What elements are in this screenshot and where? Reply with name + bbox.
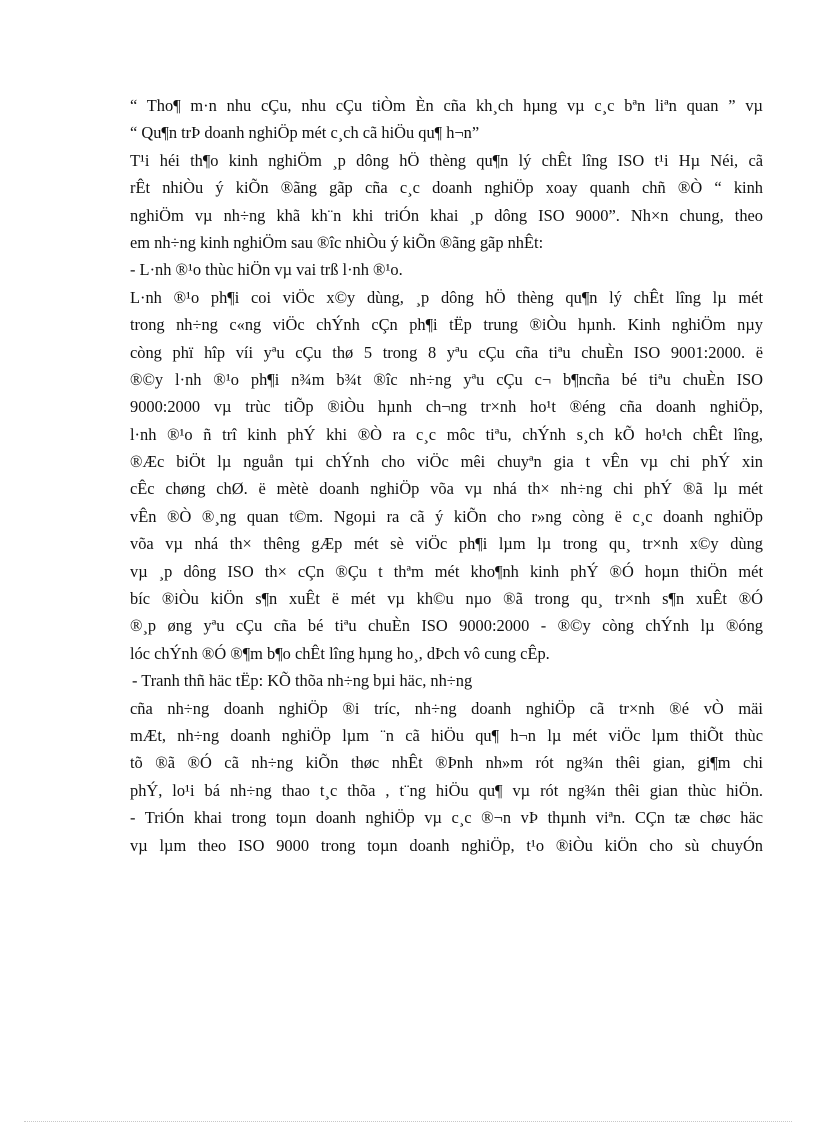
text-line: lóc chÝnh ®Ó ®¶m b¶o chÊt lîng hµng ho¸, dÞch vô cung cÊp.	[130, 643, 550, 663]
text-line: võa vµ nhá th× thêng gÆp mét sè viÖc ph¶i lµm lµ trong qu¸ tr×nh x©y dùng	[130, 534, 763, 554]
text-line: cña nh÷ng doanh nghiÖp ®i tríc, nh÷ng doanh nghiÖp cã tr×nh ®é vÒ mäi	[130, 698, 763, 718]
text-line: nghiÖm vµ nh÷ng khã kh¨n khi triÓn khai ¸p dông ISO 9000”. Nh×n chung, theo	[130, 205, 763, 225]
text-line: phÝ, lo¹i bá nh÷ng thao t¸c thõa , t¨ng hiÖu qu¶ vµ rót ng¾n thêi gian thùc hiÖn.	[130, 780, 763, 800]
text-line: ®©y l·nh ®¹o ph¶i n¾m b¾t ®îc nh÷ng yªu cÇu c¬ b¶ncña bé tiªu chuÈn ISO	[130, 369, 763, 389]
text-line: vÊn ®Ò ®¸ng quan t©m. Ngoµi ra cã ý kiÕn cho r»ng còng ë c¸c doanh nghiÖp	[130, 506, 763, 526]
text-line: ®¸p øng yªu cÇu cña bé tiªu chuÈn ISO 9000:2000 - ®©y còng chÝnh lµ ®óng	[130, 616, 763, 636]
text-line: bíc ®iÒu kiÖn s¶n xuÊt ë mét vµ kh©u nµo ®ã trong qu¸ tr×nh s¶n xuÊt ®Ó	[130, 589, 763, 609]
text-line: - L·nh ®¹o thùc hiÖn vµ vai trß l·nh ®¹o.	[130, 260, 403, 280]
text-line: l·nh ®¹o ñ trî kinh phÝ khi ®Ò ra c¸c môc tiªu, chÝnh s¸ch kÕ ho¹ch chÊt lîng,	[130, 424, 763, 444]
text-line: T¹i héi th¶o kinh nghiÖm ¸p dông hÖ thèng qu¶n lý chÊt lîng ISO t¹i Hµ Néi, cã	[130, 150, 763, 170]
text-line: L·nh ®¹o ph¶i coi viÖc x©y dùng, ¸p dông hÖ thèng qu¶n lý chÊt lîng lµ mét	[130, 287, 763, 307]
text-line: - Tranh thñ häc tËp: KÕ thõa nh÷ng bµi häc, nh÷ng	[132, 671, 473, 691]
page-bottom-divider	[24, 1121, 792, 1122]
text-line: 9000:2000 vµ trùc tiÕp ®iÒu hµnh ch¬ng tr×nh ho¹t ®éng cña doanh nghiÖp,	[130, 397, 763, 417]
text-line: rÊt nhiÒu ý kiÕn ®ãng gãp cña c¸c doanh nghiÖp xoay quanh chñ ®Ò “ kinh	[130, 178, 763, 198]
text-line: em nh÷ng kinh nghiÖm sau ®îc nhiÒu ý kiÕn ®ãng gãp nhÊt:	[130, 232, 544, 252]
text-line: “ Tho¶ m·n nhu cÇu, nhu cÇu tiÒm Èn cña kh¸ch hµng vµ c¸c bªn liªn quan ” vµ	[130, 96, 763, 115]
text-line: mÆt, nh÷ng doanh nghiÖp lµm ¨n cã hiÖu qu¶ h¬n lµ mét viÖc lµm thiÕt thùc	[130, 725, 763, 745]
text-line: tõ ®ã ®Ó cã nh÷ng kiÕn thøc nhÊt ®Þnh nh»m rót ng¾n thêi gian, gi¶m chi	[130, 753, 763, 773]
text-line: trong nh÷ng c«ng viÖc chÝnh cÇn ph¶i tËp trung ®iÒu hµnh. Kinh nghiÖm nµy	[130, 315, 763, 335]
document-body	[130, 92, 763, 859]
text-line: còng phï hîp víi yªu cÇu thø 5 trong 8 yªu cÇu cña tiªu chuÈn ISO 9001:2000. ë	[130, 342, 763, 362]
text-line: - TriÓn khai trong toµn doanh nghiÖp vµ c¸c ®¬n vÞ thµnh viªn. CÇn tæ chøc häc	[130, 808, 763, 828]
text-line: “ Qu¶n trÞ doanh nghiÖp mét c¸ch cã hiÖu qu¶ h¬n”	[130, 123, 480, 143]
text-line: vµ lµm theo ISO 9000 trong toµn doanh nghiÖp, t¹o ®iÒu kiÖn cho sù chuyÓn	[130, 835, 763, 855]
text-line: ®Æc biÖt lµ nguån tµi chÝnh cho viÖc mêi chuyªn gia t vÊn vµ chi phÝ xin	[130, 452, 763, 472]
text-line: cÊc chøng chØ. ë mètè doanh nghiÖp võa vµ nhá th× nh÷ng chi phÝ ®ã lµ mét	[130, 479, 763, 499]
text-line: vµ ¸p dông ISO th× cÇn ®Çu t thªm mét kho¶nh kinh phÝ ®Ó hoµn thiÖn mét	[130, 561, 763, 581]
